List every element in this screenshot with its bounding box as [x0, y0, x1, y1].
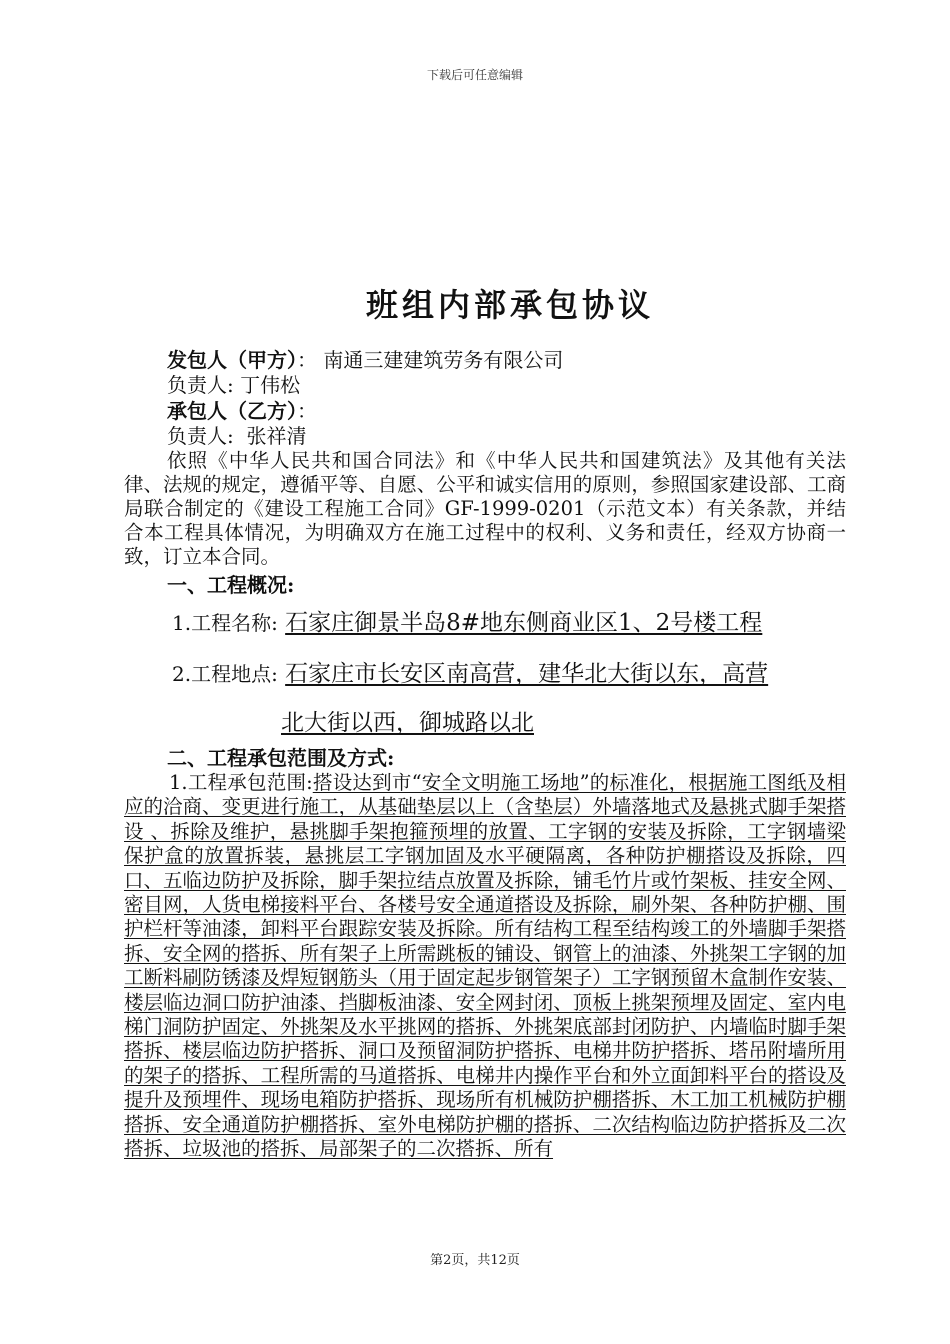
project-location-label: 2.工程地点:	[172, 662, 278, 686]
project-name-line	[172, 608, 762, 638]
project-location-value-1: 石家庄市长安区南高营，建华北大街以东，高营	[285, 661, 769, 687]
party-a-lead-line	[167, 373, 300, 397]
project-location-value-2: 北大街以西，御城路以北	[281, 710, 534, 736]
party-b-lead-label: 负责人:	[167, 424, 234, 448]
page-footer: 第2页，共12页	[430, 1253, 520, 1268]
section1-heading: 一、工程概况:	[167, 573, 295, 597]
section2-heading: 二、工程承包范围及方式:	[167, 746, 395, 770]
party-b-line	[167, 399, 317, 423]
party-a-lead-value: 丁伟松	[240, 373, 301, 397]
scope-paragraph	[124, 771, 846, 1162]
party-b-label: 承包人（乙方）	[167, 399, 297, 423]
party-a-line	[167, 348, 563, 372]
scope-text: 搭设达到市“安全文明施工场地”的标准化，根据施工图纸及相应的洽商、变更进行施工，从基础垫层以上（含垫层）外墙落地式及悬挑式脚手架搭设 、拆除及维护，悬挑脚手架抱箍预埋的放置、工字钢的安装及拆除，工字钢墙梁保护盒的放置拆装，悬挑层工字钢加固及水平硬隔离，各种防护棚搭设及拆除，四口、五临边防护及拆除，脚手架拉结点放置及拆除，铺毛竹片或竹架板、挂安全网、密目网，人货电梯接料平台、各楼号安全通道搭设及拆除，刷外架、各种防护棚、围护栏杆等油漆，卸料平台跟踪安装及拆除。所有结构工程至结构竣工的外墙脚手架搭拆、安全网的搭拆、所有架子上所需跳板的铺设、钢管上的油漆、外挑架工字钢的加工断料刷防锈漆及焊短钢筋头（用于固定起步钢管架子）工字钢预留木盒制作安装、楼层临边洞口防护油漆、挡脚板油漆、安全网封闭、顶板上挑架预埋及固定、室内电梯门洞防护固定、外挑架及水平挑网的搭拆、外挑架底部封闭防护、内墙临时脚手架搭拆、楼层临边防护搭拆、洞口及预留洞防护搭拆、电梯井防护搭拆、塔吊附墙所用的架子的搭拆、工程所需的马道搭拆、电梯井内操作平台和外立面卸料平台的搭设及提升及预埋件、现场电箱防护搭拆、现场所有机械防护棚搭拆、木工加工机械防护棚搭拆、安全通道防护棚搭拆、室外电梯防护棚的搭拆、二次结构临边防护搭拆及二次搭拆、垃圾池的搭拆、局部架子的二次搭拆、所有	[124, 771, 846, 1161]
scope-label: 1.工程承包范围:	[169, 771, 313, 794]
document-title: 班组内部承包协议	[365, 286, 654, 324]
party-a-lead-label: 负责人:	[167, 373, 234, 397]
project-name-value: 石家庄御景半岛8#地东侧商业区1、2号楼工程	[285, 610, 763, 636]
party-b-lead-value: 张祥清	[246, 424, 307, 448]
party-b-lead-line	[167, 424, 306, 448]
party-b-sep: ：	[297, 399, 317, 423]
page-header-note: 下载后可任意编辑	[426, 68, 523, 82]
project-location-line	[172, 659, 768, 689]
party-a-label: 发包人（甲方）	[167, 348, 297, 372]
preamble-paragraph: 依照《中华人民共和国合同法》和《中华人民共和国建筑法》及其他有关法律、法规的规定，遵循平等、自愿、公平和诚实信用的原则，参照国家建设部、工商局联合制定的《建设工程施工合同》GF-1999-0201（示范文本）有关条款，并结合本工程具体情况，为明确双方在施工过程中的权利、义务和责任，经双方协商一致，订立本合同。	[124, 449, 846, 568]
project-name-label: 1.工程名称:	[172, 611, 278, 635]
project-location-line-2	[281, 708, 534, 738]
party-a-sep: ：	[297, 348, 317, 372]
party-a-value: 南通三建建筑劳务有限公司	[323, 348, 564, 372]
